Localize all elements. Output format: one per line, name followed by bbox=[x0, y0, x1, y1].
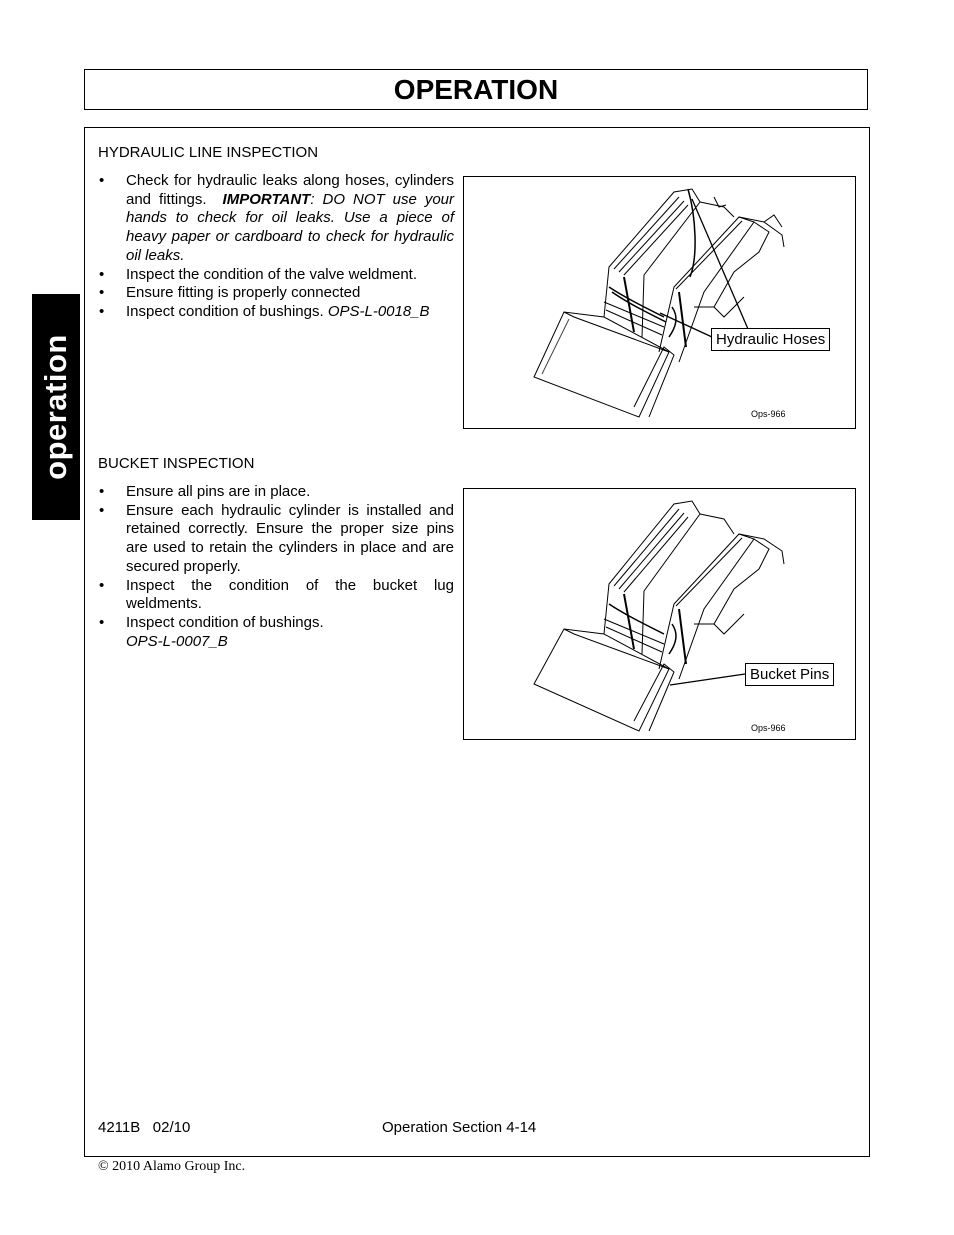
loader-illustration bbox=[464, 489, 857, 741]
figure-id: Ops-966 bbox=[751, 723, 786, 733]
document-code: 4211B 02/10 bbox=[98, 1119, 191, 1136]
bucket-pins-callout: Bucket Pins bbox=[745, 663, 834, 686]
list-item: • Inspect condition of bushings. bbox=[98, 614, 454, 633]
page-header bbox=[84, 69, 868, 110]
copyright-notice: © 2010 Alamo Group Inc. bbox=[98, 1159, 246, 1174]
list-item: • Ensure all pins are in place. bbox=[98, 483, 454, 502]
hydraulic-inspection-heading: HYDRAULIC LINE INSPECTION bbox=[98, 144, 319, 161]
side-tab-label: operation bbox=[38, 334, 74, 480]
list-item: • Check for hydraulic leaks along hoses, cylinders and fittings. IMPORTANT: DO NOT use your hands to check for oil leaks. Use a piece of heavy paper or cardboard to check for hydraulic oil leaks. bbox=[98, 172, 454, 266]
hydraulic-hoses-callout: Hydraulic Hoses bbox=[711, 328, 830, 351]
bucket-inspection-heading: BUCKET INSPECTION bbox=[98, 455, 255, 472]
list-item: • Inspect the condition of the valve weldment. bbox=[98, 266, 454, 285]
figure-id: Ops-966 bbox=[751, 409, 786, 419]
section-side-tab bbox=[32, 294, 80, 520]
bucket-pins-figure bbox=[463, 488, 856, 740]
list-item: • Ensure each hydraulic cylinder is installed and retained correctly. Ensure the proper size pins are used to retain the cylinders in place and are secured properly. bbox=[98, 502, 454, 577]
hydraulic-hoses-figure bbox=[463, 176, 856, 429]
list-item: • Inspect the condition of the bucket lug weldments. bbox=[98, 577, 454, 614]
bucket-inspection-list bbox=[98, 483, 454, 651]
list-item: • Ensure fitting is properly connected bbox=[98, 284, 454, 303]
list-item: • Inspect condition of bushings. OPS-L-0018_B bbox=[98, 303, 454, 322]
page-number: Operation Section 4-14 bbox=[382, 1119, 537, 1136]
hydraulic-inspection-list bbox=[98, 172, 454, 322]
list-item: OPS-L-0007_B bbox=[126, 632, 228, 650]
page-title: OPERATION bbox=[393, 73, 559, 105]
loader-illustration bbox=[464, 177, 857, 430]
